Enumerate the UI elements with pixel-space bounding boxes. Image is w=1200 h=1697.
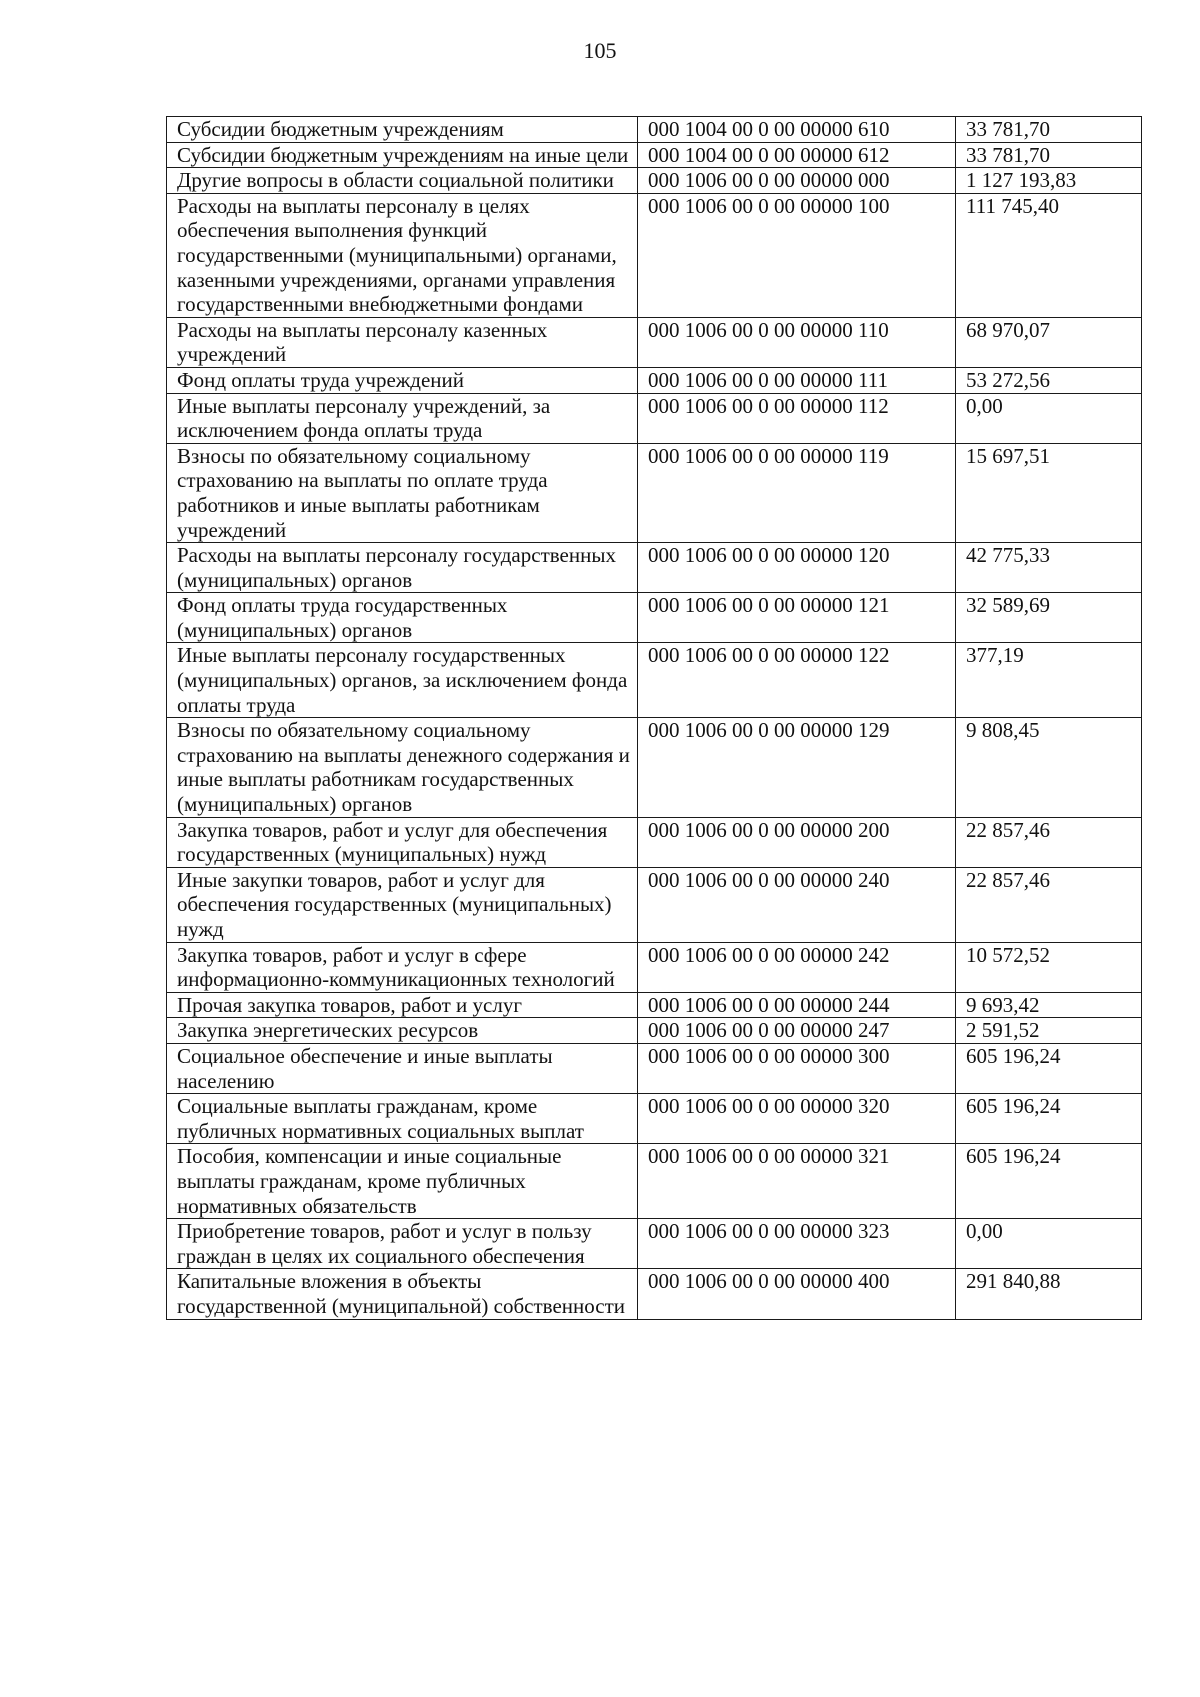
row-amount: 15 697,51: [956, 443, 1142, 542]
table-row: [167, 1144, 1142, 1219]
table-row: [167, 367, 1142, 393]
row-amount: 1 127 193,83: [956, 168, 1142, 194]
row-amount: 291 840,88: [956, 1269, 1142, 1319]
row-amount: 10 572,52: [956, 942, 1142, 992]
row-code: 000 1006 00 0 00 00000 111: [638, 367, 956, 393]
table-row: [167, 543, 1142, 593]
row-code: 000 1006 00 0 00 00000 321: [638, 1144, 956, 1219]
row-code: 000 1006 00 0 00 00000 110: [638, 317, 956, 367]
row-amount: 42 775,33: [956, 543, 1142, 593]
row-code: 000 1006 00 0 00 00000 240: [638, 867, 956, 942]
row-name: Закупка товаров, работ и услуг в сфере информационно-коммуникационных технологий: [167, 942, 638, 992]
row-amount: 111 745,40: [956, 193, 1142, 317]
row-code: 000 1006 00 0 00 00000 244: [638, 992, 956, 1018]
table-row: [167, 817, 1142, 867]
row-name: Иные выплаты персоналу учреждений, за исключением фонда оплаты труда: [167, 393, 638, 443]
row-code: 000 1006 00 0 00 00000 320: [638, 1094, 956, 1144]
table-row: [167, 117, 1142, 143]
row-amount: 0,00: [956, 1219, 1142, 1269]
row-code: 000 1006 00 0 00 00000 122: [638, 643, 956, 718]
row-amount: 605 196,24: [956, 1094, 1142, 1144]
row-name: Расходы на выплаты персоналу государственных (муниципальных) органов: [167, 543, 638, 593]
row-code: 000 1006 00 0 00 00000 100: [638, 193, 956, 317]
budget-table-body: [167, 117, 1142, 1320]
table-row: [167, 1018, 1142, 1044]
row-name: Иные выплаты персоналу государственных (муниципальных) органов, за исключением фонда оплаты труда: [167, 643, 638, 718]
row-amount: 33 781,70: [956, 117, 1142, 143]
budget-table: [166, 116, 1142, 1320]
row-code: 000 1006 00 0 00 00000 242: [638, 942, 956, 992]
table-row: [167, 643, 1142, 718]
row-name: Субсидии бюджетным учреждениям на иные цели: [167, 142, 638, 168]
row-code: 000 1006 00 0 00 00000 121: [638, 593, 956, 643]
table-row: [167, 193, 1142, 317]
row-name: Расходы на выплаты персоналу казенных учреждений: [167, 317, 638, 367]
row-amount: 22 857,46: [956, 817, 1142, 867]
row-name: Приобретение товаров, работ и услуг в пользу граждан в целях их социального обеспечения: [167, 1219, 638, 1269]
row-amount: 68 970,07: [956, 317, 1142, 367]
row-code: 000 1006 00 0 00 00000 247: [638, 1018, 956, 1044]
row-code: 000 1006 00 0 00 00000 323: [638, 1219, 956, 1269]
row-amount: 605 196,24: [956, 1144, 1142, 1219]
row-name: Фонд оплаты труда учреждений: [167, 367, 638, 393]
row-name: Взносы по обязательному социальному страхованию на выплаты денежного содержания и иные выплаты работникам государственных (муниципальных) органов: [167, 718, 638, 817]
row-name: Субсидии бюджетным учреждениям: [167, 117, 638, 143]
row-name: Прочая закупка товаров, работ и услуг: [167, 992, 638, 1018]
row-name: Другие вопросы в области социальной политики: [167, 168, 638, 194]
table-row: [167, 867, 1142, 942]
row-code: 000 1006 00 0 00 00000 200: [638, 817, 956, 867]
row-name: Закупка товаров, работ и услуг для обеспечения государственных (муниципальных) нужд: [167, 817, 638, 867]
table-row: [167, 718, 1142, 817]
row-name: Социальные выплаты гражданам, кроме публичных нормативных социальных выплат: [167, 1094, 638, 1144]
row-code: 000 1006 00 0 00 00000 120: [638, 543, 956, 593]
row-amount: 33 781,70: [956, 142, 1142, 168]
row-amount: 32 589,69: [956, 593, 1142, 643]
row-code: 000 1004 00 0 00 00000 610: [638, 117, 956, 143]
table-row: [167, 393, 1142, 443]
table-row: [167, 1094, 1142, 1144]
table-row: [167, 142, 1142, 168]
row-code: 000 1006 00 0 00 00000 112: [638, 393, 956, 443]
row-name: Закупка энергетических ресурсов: [167, 1018, 638, 1044]
row-code: 000 1004 00 0 00 00000 612: [638, 142, 956, 168]
row-amount: 9 808,45: [956, 718, 1142, 817]
row-name: Расходы на выплаты персоналу в целях обеспечения выполнения функций государственными (муниципальными) органами, казенными учреждениями, органами управления государственными внебюджетными фондами: [167, 193, 638, 317]
row-amount: 22 857,46: [956, 867, 1142, 942]
table-row: [167, 1043, 1142, 1093]
table-row: [167, 992, 1142, 1018]
row-name: Фонд оплаты труда государственных (муниципальных) органов: [167, 593, 638, 643]
row-code: 000 1006 00 0 00 00000 119: [638, 443, 956, 542]
table-row: [167, 168, 1142, 194]
row-amount: 0,00: [956, 393, 1142, 443]
row-code: 000 1006 00 0 00 00000 300: [638, 1043, 956, 1093]
row-name: Социальное обеспечение и иные выплаты населению: [167, 1043, 638, 1093]
table-row: [167, 443, 1142, 542]
row-code: 000 1006 00 0 00 00000 129: [638, 718, 956, 817]
row-amount: 2 591,52: [956, 1018, 1142, 1044]
row-code: 000 1006 00 0 00 00000 400: [638, 1269, 956, 1319]
table-row: [167, 317, 1142, 367]
row-name: Капитальные вложения в объекты государственной (муниципальной) собственности: [167, 1269, 638, 1319]
row-name: Иные закупки товаров, работ и услуг для обеспечения государственных (муниципальных) нужд: [167, 867, 638, 942]
row-amount: 53 272,56: [956, 367, 1142, 393]
row-name: Пособия, компенсации и иные социальные выплаты гражданам, кроме публичных нормативных обязательств: [167, 1144, 638, 1219]
row-name: Взносы по обязательному социальному страхованию на выплаты по оплате труда работников и иные выплаты работникам учреждений: [167, 443, 638, 542]
table-row: [167, 1219, 1142, 1269]
table-row: [167, 942, 1142, 992]
row-amount: 9 693,42: [956, 992, 1142, 1018]
row-amount: 605 196,24: [956, 1043, 1142, 1093]
row-code: 000 1006 00 0 00 00000 000: [638, 168, 956, 194]
table-row: [167, 1269, 1142, 1319]
row-amount: 377,19: [956, 643, 1142, 718]
page-number: 105: [583, 38, 617, 63]
table-row: [167, 593, 1142, 643]
